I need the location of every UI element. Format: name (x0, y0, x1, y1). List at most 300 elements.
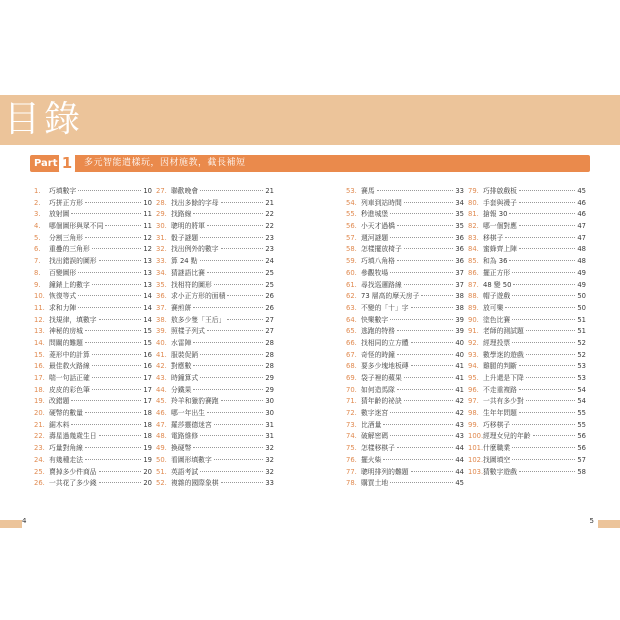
toc-entry-number: 77. (346, 467, 357, 476)
toc-leader-dots (513, 284, 575, 285)
page-folio-left (0, 517, 27, 528)
toc-entry[interactable] (34, 256, 152, 268)
toc-entry[interactable] (468, 467, 586, 479)
toc-entry-number: 90. (468, 315, 479, 324)
toc-entry[interactable] (468, 385, 586, 397)
toc-leader-dots (200, 377, 263, 378)
toc-column-1 (34, 186, 152, 490)
toc-entry-number: 68. (346, 362, 357, 371)
toc-leader-dots (214, 424, 264, 425)
toc-entry-title: 菱形中的計算 (49, 350, 90, 359)
toc-leader-dots (99, 435, 142, 436)
toc-entry[interactable] (34, 455, 152, 467)
toc-entry[interactable] (156, 326, 274, 338)
toc-leader-dots (221, 202, 264, 203)
toc-entry-number: 85. (468, 257, 479, 266)
toc-entry[interactable] (346, 326, 464, 338)
toc-entry[interactable] (346, 186, 464, 198)
toc-entry[interactable] (156, 338, 274, 350)
toc-entry-number: 18. (34, 385, 45, 394)
toc-entry-title: 袋子裡的蘋果 (361, 374, 402, 382)
toc-entry[interactable] (156, 221, 274, 233)
toc-leader-dots (193, 307, 263, 308)
toc-leader-dots (221, 482, 264, 483)
toc-entry-page: 13 (143, 268, 152, 277)
toc-leader-dots (221, 400, 264, 401)
toc-entry-title: 比酒量 (361, 420, 382, 429)
toc-entry-number: 103. (468, 467, 484, 476)
toc-entry-title: 求小正方形的面積 (171, 292, 226, 301)
toc-entry-page: 15 (143, 338, 152, 347)
toc-entry-number: 57. (346, 233, 357, 242)
toc-leader-dots (200, 471, 263, 472)
toc-entry[interactable] (34, 373, 152, 385)
toc-entry-number: 59. (346, 257, 357, 266)
toc-entry[interactable] (156, 268, 274, 280)
toc-entry[interactable] (346, 209, 464, 221)
toc-leader-dots (193, 213, 263, 214)
toc-entry-page: 35 (455, 210, 464, 219)
toc-entry-title: 找規律，填數字 (49, 315, 97, 324)
toc-entry-page: 47 (577, 222, 586, 231)
toc-entry[interactable] (346, 338, 464, 350)
toc-entry-title: 哪一個對應 (483, 222, 517, 231)
toc-entry-number: 32. (156, 245, 167, 254)
toc-entry[interactable] (468, 455, 586, 467)
toc-leader-dots (519, 190, 575, 191)
toc-entry-page: 53 (577, 374, 586, 382)
toc-entry-page: 22 (265, 222, 274, 231)
toc-entry-number: 33. (156, 257, 167, 266)
toc-leader-dots (71, 213, 141, 214)
toc-entry-page: 46 (577, 210, 586, 219)
toc-entry-number: 11. (34, 303, 45, 312)
toc-entry-title: 放可樂 (483, 303, 504, 312)
toc-entry-number: 48. (156, 432, 167, 441)
toc-entry-number: 17. (34, 374, 45, 382)
toc-leader-dots (512, 319, 575, 320)
toc-entry[interactable] (346, 420, 464, 432)
toc-entry-number: 43. (156, 374, 167, 382)
toc-entry-title: 百變圖形 (49, 268, 77, 277)
toc-entry-page: 44 (455, 444, 464, 453)
toc-leader-dots (92, 354, 142, 355)
toc-entry[interactable] (34, 420, 152, 432)
toc-entry[interactable] (468, 420, 586, 432)
toc-entry-number: 102. (468, 455, 484, 464)
toc-leader-dots (227, 295, 263, 296)
toc-leader-dots (404, 284, 454, 285)
toc-entry-page: 51 (577, 327, 586, 336)
toc-entry-title: 購買土地 (361, 479, 389, 488)
toc-entry[interactable] (468, 268, 586, 280)
toc-entry[interactable] (34, 396, 152, 408)
toc-leader-dots (411, 365, 454, 366)
toc-entry-title: 什麼職業 (483, 444, 511, 453)
toc-entry-page: 13 (143, 280, 152, 289)
toc-entry-title: 奇怪的時鐘 (361, 350, 395, 359)
toc-entry[interactable] (156, 256, 274, 268)
toc-entry-title: 聰明的將軍 (171, 222, 205, 231)
toc-entry-title: 蜜蜂齊上陣 (483, 245, 517, 254)
toc-entry-page: 54 (577, 385, 586, 394)
toc-entry-title: 巧排啟戲板 (483, 187, 517, 195)
toc-entry-page: 53 (577, 362, 586, 371)
toc-entry-title: 破解密碼 (361, 432, 389, 441)
toc-entry[interactable] (346, 291, 464, 303)
toc-entry-page: 36 (455, 233, 464, 242)
toc-entry-number: 45. (156, 397, 167, 406)
toc-leader-dots (519, 412, 575, 413)
toc-entry[interactable] (468, 256, 586, 268)
toc-entry[interactable] (34, 350, 152, 362)
toc-entry-title: 列車到站時間 (361, 198, 402, 207)
toc-entry-page: 34 (455, 198, 464, 207)
toc-entry-number: 62. (346, 292, 357, 301)
toc-entry[interactable] (156, 291, 274, 303)
toc-entry-number: 87. (468, 280, 479, 289)
toc-entry[interactable] (34, 221, 152, 233)
toc-entry[interactable] (468, 326, 586, 338)
toc-leader-dots (505, 237, 575, 238)
toc-entry[interactable] (156, 303, 274, 315)
toc-entry-number: 13. (34, 327, 45, 336)
toc-entry[interactable] (468, 233, 586, 245)
toc-entry-page: 19 (143, 444, 152, 453)
toc-entry-page: 31 (265, 432, 274, 441)
toc-entry-number: 56. (346, 222, 357, 231)
toc-leader-dots (509, 213, 575, 214)
toc-entry[interactable] (156, 443, 274, 455)
toc-entry[interactable] (34, 303, 152, 315)
toc-entry[interactable] (346, 373, 464, 385)
toc-entry-page: 57 (577, 455, 586, 464)
toc-leader-dots (526, 354, 576, 355)
toc-entry-title: 羚羊和獵豹賽跑 (171, 397, 219, 406)
toc-entry[interactable] (156, 198, 274, 210)
toc-entry-page: 40 (455, 350, 464, 359)
toc-entry[interactable] (346, 478, 464, 490)
toc-entry[interactable] (346, 431, 464, 443)
toc-entry-number: 88. (468, 292, 479, 301)
toc-entry-title: 巧填八角格 (361, 257, 395, 266)
page-folio-right (589, 517, 620, 528)
toc-entry[interactable] (346, 350, 464, 362)
toc-entry-page: 50 (577, 303, 586, 312)
toc-entry-number: 8. (34, 268, 41, 277)
toc-entry[interactable] (346, 315, 464, 327)
toc-entry[interactable] (34, 326, 152, 338)
toc-entry-title: 賽馬 (361, 187, 375, 195)
toc-leader-dots (200, 237, 263, 238)
toc-entry[interactable] (468, 186, 586, 198)
toc-leader-dots (411, 342, 454, 343)
toc-entry-number: 28. (156, 198, 167, 207)
toc-entry[interactable] (156, 361, 274, 373)
toc-entry-number: 97. (468, 397, 479, 406)
toc-entry-number: 41. (156, 350, 167, 359)
toc-entry[interactable] (346, 268, 464, 280)
toc-entry[interactable] (468, 373, 586, 385)
toc-entry[interactable] (156, 467, 274, 479)
toc-leader-dots (85, 412, 141, 413)
toc-entry-title: 搶報 30 (483, 210, 508, 219)
toc-entry-number: 47. (156, 420, 167, 429)
toc-entry[interactable] (34, 478, 152, 490)
toc-entry-title: 複雜的國際象棋 (171, 479, 219, 488)
toc-entry-title: 經理女兒的年齡 (483, 432, 531, 441)
toc-leader-dots (85, 342, 141, 343)
toc-entry-number: 95. (468, 374, 479, 382)
toc-entry[interactable] (156, 209, 274, 221)
toc-entry-title: 換硬幣 (171, 444, 192, 453)
toc-entry-title: 找路線 (171, 210, 192, 219)
toc-entry-title: 照樣子列式 (171, 327, 205, 336)
toc-leader-dots (92, 284, 142, 285)
toc-entry[interactable] (34, 431, 152, 443)
toc-entry-page: 49 (577, 268, 586, 277)
toc-entry-number: 38. (156, 315, 167, 324)
toc-entry[interactable] (346, 455, 464, 467)
toc-entry-title: 算 24 點 (171, 257, 198, 266)
toc-entry-page: 25 (265, 268, 274, 277)
toc-leader-dots (99, 482, 142, 483)
toc-entry[interactable] (468, 198, 586, 210)
toc-entry[interactable] (346, 361, 464, 373)
toc-entry-title: 找圖填空 (483, 455, 511, 464)
toc-entry-title: 數學迷的遊戲 (483, 350, 524, 359)
toc-entry-title: 小天才過橋 (361, 222, 395, 231)
toc-entry-page: 52 (577, 338, 586, 347)
toc-entry-title: 硬幣的數量 (49, 409, 83, 418)
toc-entry[interactable] (34, 408, 152, 420)
toc-entry-title: 和為 36 (483, 257, 508, 266)
toc-leader-dots (92, 248, 142, 249)
toc-entry[interactable] (346, 408, 464, 420)
toc-entry[interactable] (468, 431, 586, 443)
toc-entry[interactable] (346, 198, 464, 210)
toc-entry[interactable] (156, 478, 274, 490)
toc-entry[interactable] (468, 361, 586, 373)
toc-entry-title: 賽煎餅 (171, 303, 192, 312)
toc-entry[interactable] (156, 373, 274, 385)
toc-entry[interactable] (468, 244, 586, 256)
toc-entry-title: 求和力陣 (49, 303, 77, 312)
toc-entry[interactable] (468, 443, 586, 455)
page-number-right: 5 (589, 517, 594, 525)
toc-entry-title: 一共有多少對 (483, 397, 524, 406)
toc-entry[interactable] (468, 315, 586, 327)
toc-entry[interactable] (34, 315, 152, 327)
toc-entry[interactable] (156, 280, 274, 292)
toc-entry[interactable] (34, 233, 152, 245)
toc-entry-page: 43 (455, 432, 464, 441)
toc-leader-dots (85, 330, 141, 331)
toc-entry[interactable] (156, 350, 274, 362)
toc-entry-page: 17 (143, 397, 152, 406)
toc-entry-page: 41 (455, 374, 464, 382)
toc-entry-page: 14 (143, 292, 152, 301)
toc-entry[interactable] (346, 280, 464, 292)
toc-entry-title: 皮皮的彩色筆 (49, 385, 90, 394)
toc-entry-page: 28 (265, 350, 274, 359)
toc-entry-page: 48 (577, 257, 586, 266)
toc-entry-title: 骰子謎題 (171, 233, 199, 242)
toc-entry-number: 1. (34, 187, 41, 195)
toc-entry[interactable] (346, 256, 464, 268)
part-label: Part (34, 158, 58, 169)
toc-entry-title: 經理投票 (483, 338, 511, 347)
toc-entry-number: 14. (34, 338, 45, 347)
toc-entry[interactable] (346, 443, 464, 455)
toc-entry[interactable] (34, 280, 152, 292)
toc-entry-page: 24 (265, 257, 274, 266)
toc-leader-dots (519, 389, 575, 390)
toc-entry-page: 17 (143, 374, 152, 382)
toc-entry[interactable] (346, 385, 464, 397)
toc-entry-number: 12. (34, 315, 45, 324)
toc-entry[interactable] (468, 338, 586, 350)
toc-leader-dots (78, 190, 141, 191)
toc-entry[interactable] (156, 431, 274, 443)
toc-entry[interactable] (468, 221, 586, 233)
toc-leader-dots (509, 260, 575, 261)
toc-entry-page: 21 (265, 198, 274, 207)
toc-entry-number: 60. (346, 268, 357, 277)
toc-entry-number: 5. (34, 233, 41, 242)
toc-leader-dots (519, 365, 575, 366)
toc-entry-number: 80. (468, 198, 479, 207)
toc-entry[interactable] (34, 361, 152, 373)
toc-entry-page: 56 (577, 444, 586, 453)
toc-leader-dots (519, 225, 575, 226)
toc-entry-number: 81. (468, 210, 479, 219)
toc-entry[interactable] (156, 233, 274, 245)
toc-entry-title: 水雷陣 (171, 338, 192, 347)
toc-entry[interactable] (34, 186, 152, 198)
toc-entry-number: 55. (346, 210, 357, 219)
toc-entry[interactable] (34, 268, 152, 280)
toc-leader-dots (214, 284, 264, 285)
toc-entry-page: 44 (455, 455, 464, 464)
toc-entry-page: 13 (143, 257, 152, 266)
toc-entry[interactable] (156, 408, 274, 420)
toc-entry-number: 98. (468, 409, 479, 418)
toc-leader-dots (71, 424, 141, 425)
toc-entry[interactable] (346, 244, 464, 256)
toc-leader-dots (221, 248, 264, 249)
toc-entry[interactable] (468, 209, 586, 221)
toc-leader-dots (512, 424, 575, 425)
toc-entry-title: 巧移棋子 (483, 420, 511, 429)
toc-entry-title: 羅莎靈德迷宮 (171, 420, 212, 429)
toc-entry-page: 18 (143, 409, 152, 418)
toc-entry[interactable] (156, 420, 274, 432)
toc-entry[interactable] (468, 396, 586, 408)
toc-leader-dots (526, 400, 576, 401)
page-number-left: 4 (22, 517, 27, 525)
toc-entry[interactable] (34, 338, 152, 350)
toc-entry-page: 29 (265, 385, 274, 394)
toc-entry-number: 96. (468, 385, 479, 394)
toc-entry-number: 27. (156, 187, 167, 195)
toc-leader-dots (512, 459, 575, 460)
toc-entry[interactable] (468, 408, 586, 420)
toc-entry[interactable] (468, 350, 586, 362)
toc-entry[interactable] (468, 291, 586, 303)
toc-entry-number: 6. (34, 245, 41, 254)
toc-entry[interactable] (346, 233, 464, 245)
toc-entry[interactable] (34, 291, 152, 303)
toc-entry-page: 14 (143, 315, 152, 324)
toc-entry-page: 55 (577, 409, 586, 418)
toc-leader-dots (390, 272, 453, 273)
toc-entry[interactable] (156, 455, 274, 467)
toc-entry-page: 46 (577, 198, 586, 207)
toc-entry[interactable] (34, 385, 152, 397)
toc-entry-number: 36. (156, 292, 167, 301)
toc-entry-title: 參觀牧場 (361, 268, 389, 277)
toc-entry-title: 一共花了多少錢 (49, 479, 97, 488)
toc-entry[interactable] (34, 443, 152, 455)
toc-entry[interactable] (34, 244, 152, 256)
toc-entry-number: 53. (346, 187, 357, 195)
toc-entry-number: 29. (156, 210, 167, 219)
toc-entry-page: 15 (143, 327, 152, 336)
toc-entry-page: 41 (455, 385, 464, 394)
toc-entry-page: 33 (265, 479, 274, 488)
toc-entry-title: 48 變 50 (483, 280, 512, 289)
toc-entry-number: 78. (346, 479, 357, 488)
toc-leader-dots (404, 400, 454, 401)
toc-entry-title: 找相同的立方體 (361, 338, 409, 347)
toc-entry[interactable] (156, 396, 274, 408)
toc-entry-page: 49 (577, 280, 586, 289)
toc-entry-number: 61. (346, 280, 357, 289)
toc-leader-dots (512, 342, 575, 343)
toc-entry[interactable] (346, 303, 464, 315)
toc-entry[interactable] (346, 467, 464, 479)
toc-entry[interactable] (468, 280, 586, 292)
toc-entry[interactable] (34, 467, 152, 479)
toc-entry-title: 數字迷宮 (361, 409, 389, 418)
toc-leader-dots (193, 389, 263, 390)
toc-leader-dots (105, 225, 141, 226)
toc-entry[interactable] (156, 385, 274, 397)
toc-entry-number: 4. (34, 222, 41, 231)
toc-entry-page: 51 (577, 315, 586, 324)
toc-entry[interactable] (156, 186, 274, 198)
toc-entry[interactable] (34, 209, 152, 221)
toc-entry-title: 上升還是下降 (483, 374, 524, 382)
toc-entry-title: 尋找巡邏路線 (361, 280, 402, 289)
toc-entry-number: 73. (346, 420, 357, 429)
toc-leader-dots (411, 471, 454, 472)
toc-entry[interactable] (346, 396, 464, 408)
toc-entry-page: 16 (143, 350, 152, 359)
toc-entry[interactable] (346, 221, 464, 233)
toc-leader-dots (78, 307, 141, 308)
toc-entry[interactable] (156, 244, 274, 256)
toc-entry-title: 時鐘算式 (171, 374, 199, 382)
toc-entry-page: 52 (577, 350, 586, 359)
toc-entry[interactable] (156, 315, 274, 327)
toc-entry-title: 恢復等式 (49, 292, 77, 301)
toc-entry[interactable] (468, 303, 586, 315)
toc-entry-title: 巧量對角線 (49, 444, 83, 453)
toc-entry[interactable] (34, 198, 152, 210)
toc-entry-number: 50. (156, 455, 167, 464)
